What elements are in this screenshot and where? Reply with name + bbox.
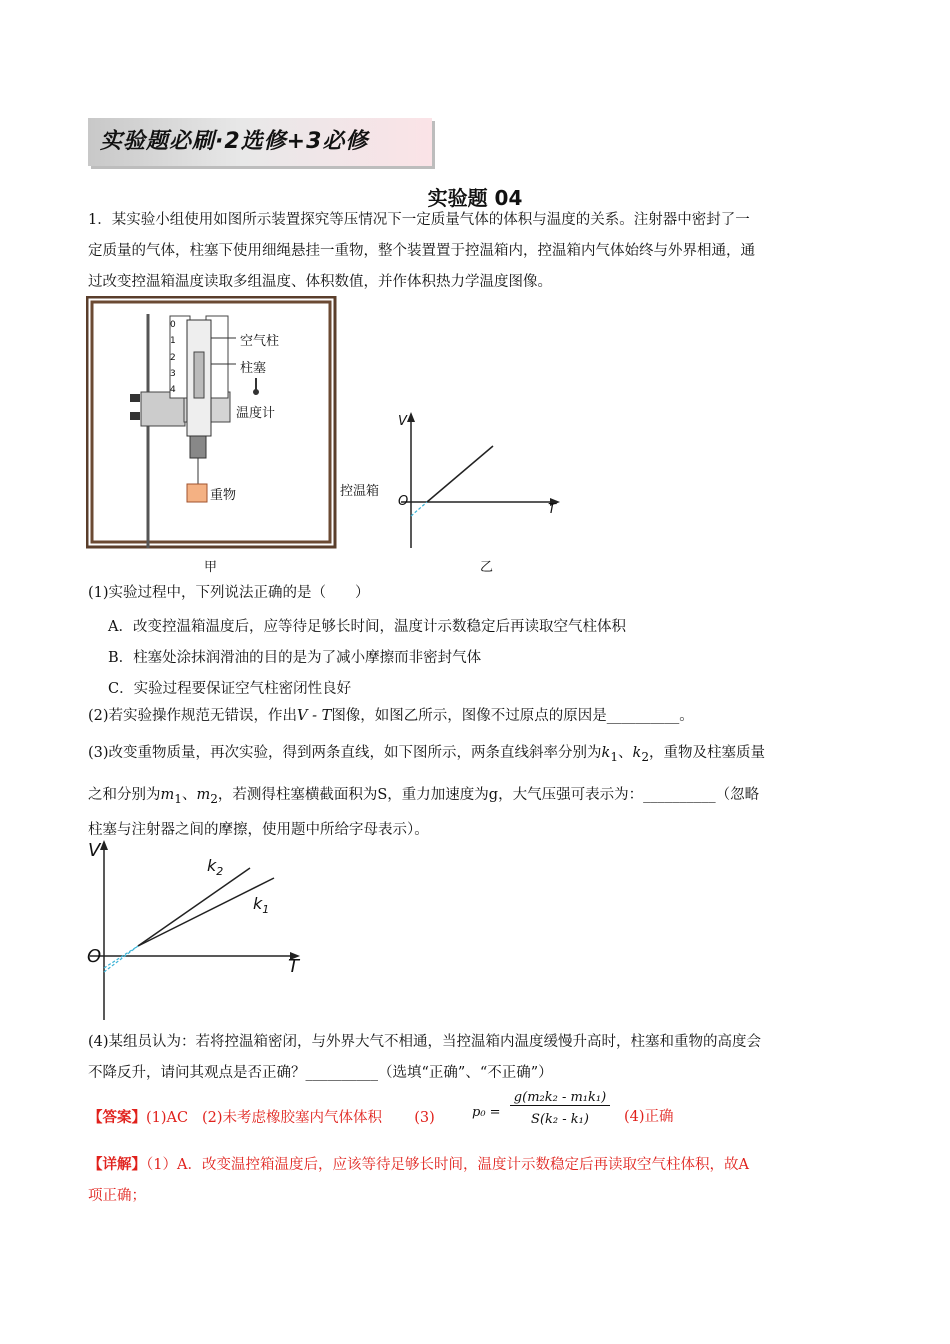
question-intro	[88, 205, 863, 298]
syringe-scale	[170, 317, 182, 398]
q3-k2: k	[632, 745, 642, 761]
page-title: 实验题 04	[427, 186, 523, 210]
option-c: C．实验过程要保证空气柱密闭性良好	[108, 681, 352, 697]
answer-label: 【答案】	[88, 1109, 146, 1126]
section-banner	[88, 118, 432, 166]
q3-text-a: (3)改变重物质量，再次实验，得到两条直线，如下图所示，两条直线斜率分别为	[88, 745, 602, 761]
q3-line-1	[88, 738, 863, 773]
q3-k1: k	[601, 745, 611, 761]
q3-line-2	[88, 780, 863, 815]
q2-vt: V - T	[297, 708, 332, 724]
scale-3: 3	[170, 368, 176, 379]
label-thermometer: 温度计	[236, 406, 276, 421]
fig3-k2: k	[207, 856, 217, 875]
scale-1: 1	[170, 336, 176, 347]
fig3-k2-sub: 2	[216, 865, 224, 879]
figure-two-lines-graph	[86, 838, 306, 1022]
answer-2: (2)未考虑橡胶塞内气体体积	[201, 1110, 382, 1126]
caption-yi: 乙	[480, 560, 494, 575]
label-plunger: 柱塞	[240, 361, 267, 376]
answer-numerator: g(m₂k₂ - m₁k₁)	[510, 1090, 610, 1106]
q3-k2-sub: 2	[641, 749, 650, 764]
banner-text: 实验题必刷·2选修+3必修	[100, 129, 369, 154]
label-weight: 重物	[210, 488, 237, 503]
intro-line-2: 定质量的气体，柱塞下使用细绳悬挂一重物，整个装置置于控温箱内，控温箱内气体始终与外界相通，通	[88, 243, 755, 259]
question-3	[88, 738, 863, 846]
answer-1: (1)AC	[146, 1110, 189, 1126]
figure-jia-apparatus	[86, 296, 338, 550]
q3-m2: m	[196, 786, 211, 803]
fig3-axis-t: T	[288, 956, 299, 977]
q2-text-b: 图像，如图乙所示，图像不过原点的原因是__________。	[331, 708, 694, 724]
q3-k1-sub: 1	[610, 749, 619, 764]
fig3-k1: k	[253, 894, 263, 913]
q3-text-b: ，重物及柱塞质量	[649, 745, 766, 761]
q2-text-a: (2)若实验操作规范无错误，作出	[88, 708, 298, 724]
q3-text-c: 之和分别为	[88, 786, 161, 803]
caption-jia: 甲	[204, 560, 218, 575]
detail-label: 【详解】	[88, 1156, 146, 1173]
q4-line-1: (4)某组员认为：若将控温箱密闭，与外界大气不相通，当控温箱内温度缓慢升高时，柱塞和重物的高度会	[88, 1034, 762, 1050]
q3-m1-sub: 1	[174, 791, 182, 806]
fig3-label-k2	[207, 856, 223, 878]
scale-2: 2	[170, 352, 176, 363]
q3-line-3: 柱塞与注射器之间的摩擦，使用题中所给字母表示）。	[88, 821, 429, 838]
question-1: (1)实验过程中，下列说法正确的是（ ）	[88, 585, 370, 601]
detail-line-2: 项正确；	[88, 1188, 146, 1204]
intro-line-1: 1．某实验小组使用如图所示装置探究等压情况下一定质量气体的体积与温度的关系。注射器中密封了一	[88, 212, 750, 228]
label-air-column: 空气柱	[240, 334, 280, 349]
fig3-axis-v: V	[88, 840, 101, 861]
q3-m2-sub: 2	[210, 791, 218, 806]
q3-m1: m	[160, 786, 175, 803]
label-control-box: 控温箱	[340, 484, 380, 499]
option-b: B．柱塞处涂抹润滑油的目的是为了减小摩擦而非密封气体	[108, 650, 482, 666]
detail-text-1: （1）A．改变温控箱温度后，应该等待足够长时间，温度计示数稳定后再读取空气柱体积，故A	[146, 1157, 749, 1173]
figure-yi-graph	[395, 410, 565, 552]
q3-sep-1: 、	[618, 745, 633, 761]
question-2	[88, 701, 863, 732]
detail-line-1	[88, 1149, 863, 1181]
yi-origin: O	[398, 494, 409, 509]
q4-line-2: 不降反升，请问其观点是否正确？__________（选填“正确”、“不正确”）	[88, 1065, 553, 1081]
answer-p0: p₀ =	[472, 1105, 501, 1120]
answer-4: (4)正确	[624, 1109, 674, 1125]
answer-denominator: S(k₂ - k₁)	[531, 1112, 589, 1127]
intro-line-3: 过改变控温箱温度读取多组温度、体积数值，并作体积热力学温度图像。	[88, 274, 552, 290]
q3-text-d: ，若测得柱塞横截面积为S，重力加速度为g，大气压强可表示为：__________（忽略	[217, 786, 760, 803]
scale-0: 0	[170, 320, 176, 330]
fig3-label-k1	[253, 894, 269, 916]
question-4	[88, 1027, 863, 1089]
detail-section	[88, 1149, 863, 1212]
fig3-origin: O	[87, 946, 102, 967]
scale-4: 4	[170, 385, 176, 396]
answer-3: (3)	[414, 1110, 435, 1126]
option-a: A．改变控温箱温度后，应等待足够长时间，温度计示数稳定后再读取空气柱体积	[108, 619, 626, 635]
yi-axis-t: T	[548, 502, 556, 517]
yi-axis-v: V	[398, 414, 407, 429]
fig3-k1-sub: 1	[262, 903, 270, 917]
q3-sep-2: 、	[181, 786, 197, 803]
